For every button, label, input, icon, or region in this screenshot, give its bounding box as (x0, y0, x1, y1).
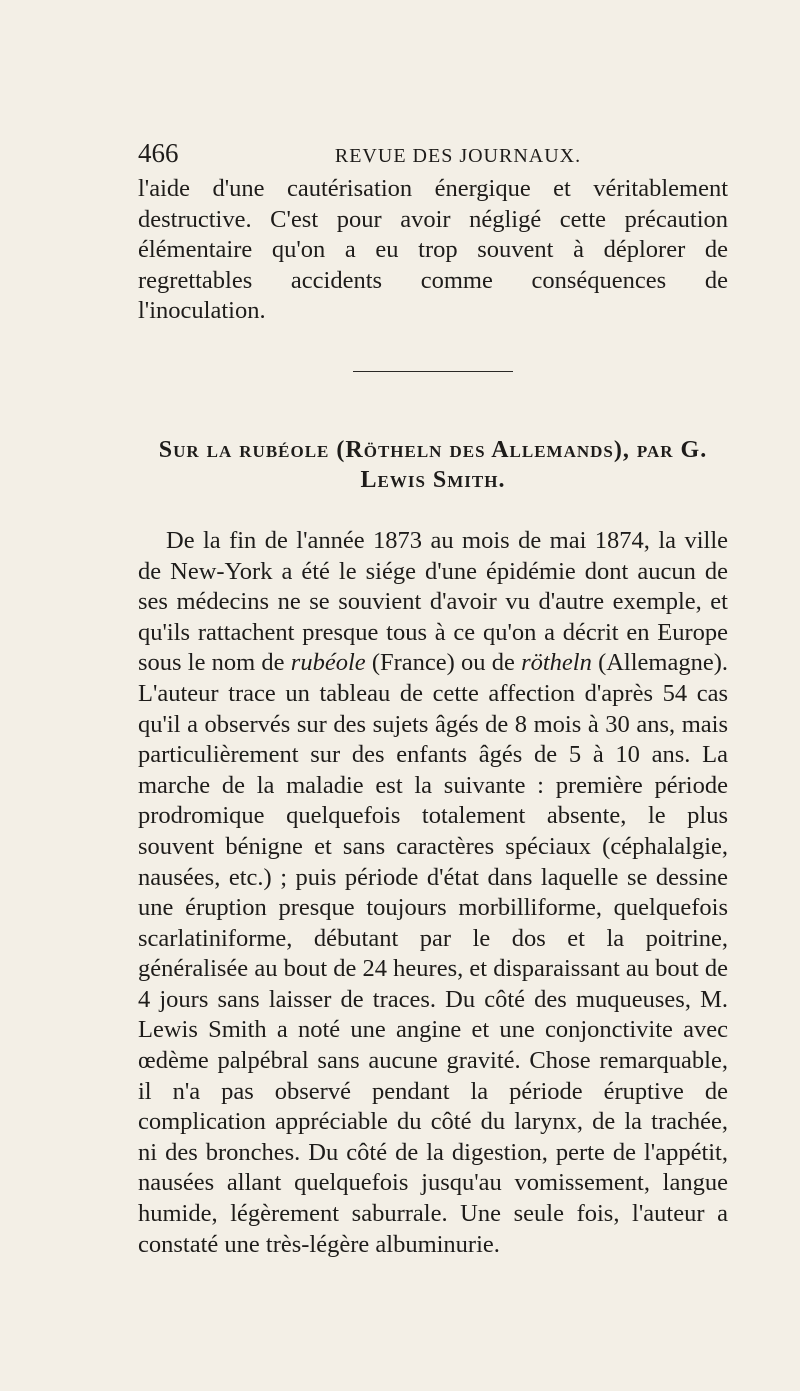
continuation-paragraph: l'aide d'une cautérisation énergique et véritablement destructive. C'est pour avoir négligé cette précaution élémentaire qu'on a eu trop souvent à déplorer de regrettables accidents comme conséquences de l'inoculation. (138, 175, 728, 325)
body-text-part1: De la fin de l'année 1873 au mois de mai 1874, la ville de New-York a été le siége d'une épidémie dont aucun de ses médecins ne se souvient d'avoir vu d'autre exemple, et qu'ils rattachent presque tous à ce qu'on a décrit en Europe sous le nom de (138, 526, 728, 677)
body-text-part3: (Allemagne). L'auteur trace un tableau de cette affection d'après 54 cas qu'il a observés sur des sujets âgés de 8 mois à 30 ans, mais particulièrement sur des enfants âgés de 5 à 10 ans. La marche de la maladie est la suivante : première période prodromique quelquefois totalement absente, le plus souvent bénigne et sans caractères spéciaux (céphalalgie, nausées, etc.) ; puis période d'état dans laquelle se dessine une éruption presque toujours morbilliforme, quelquefois scarlatiniforme, débutant par le dos et la poitrine, généralisée au bout de 24 heures, et disparaissant au bout de 4 jours sans laisser de traces. Du côté des muqueuses, M. Lewis Smith a noté une angine et une conjonctivite avec œdème palpébral sans aucune gravité. Chose remarquable, il n'a pas observé pendant la période éruptive de complication appréciable du côté du larynx, de la trachée, ni des bronches. Du côté de la digestion, perte de l'appétit, nausées allant quelquefois jusqu'au vomissement, langue humide, légèrement saburrale. Une seule fois, l'auteur a constaté une très-légère albuminurie. (138, 649, 728, 1258)
term-rubeole: rubéole (290, 649, 366, 677)
section-divider (353, 371, 513, 372)
running-title: REVUE DES JOURNAUX. (334, 145, 582, 167)
body-text-part2: (France) ou de (365, 649, 522, 677)
term-rotheln: rötheln (521, 649, 592, 677)
book-page (138, 138, 728, 1260)
article-body-paragraph (138, 526, 728, 1260)
running-head (138, 138, 728, 174)
article-heading: Sur la rubéole (Rötheln des Allemands), par G. Lewis Smith. (158, 436, 708, 493)
page-number: 466 (138, 138, 179, 168)
